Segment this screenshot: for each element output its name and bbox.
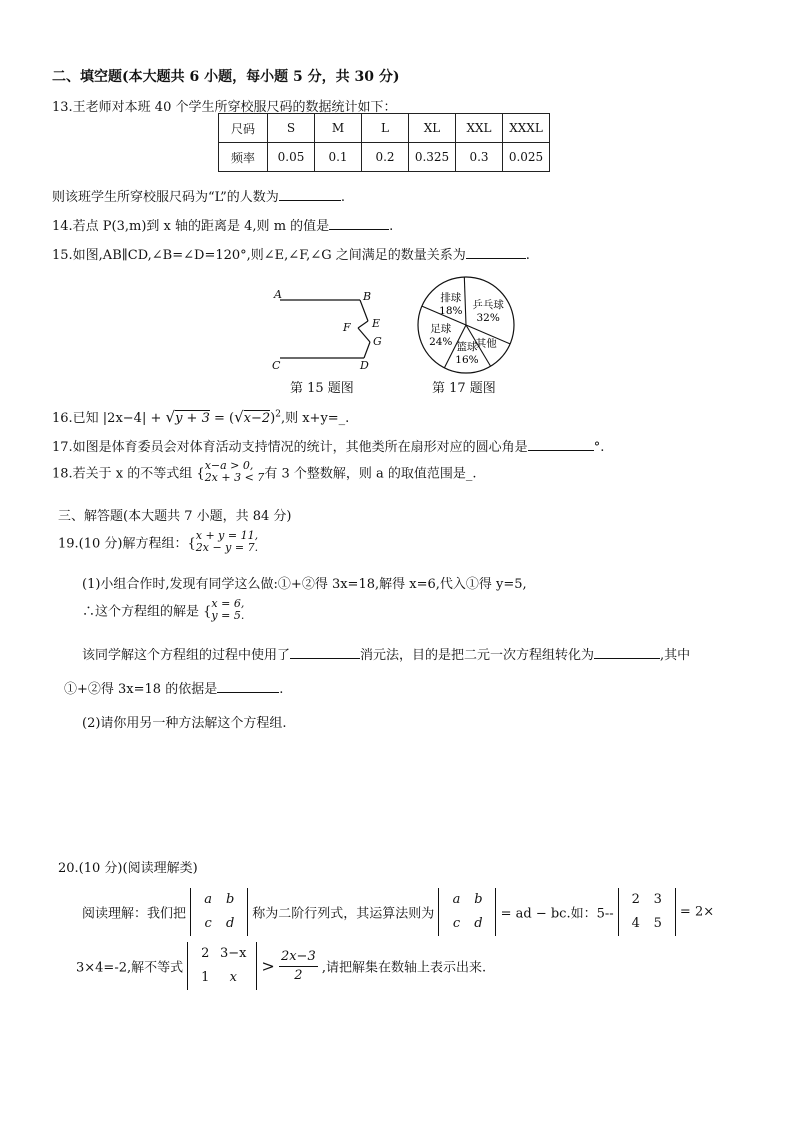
- question-text: .: [340, 190, 345, 205]
- question-20-line1: [82, 888, 714, 936]
- question-15: [52, 244, 530, 263]
- answer-blank[interactable]: [528, 438, 594, 451]
- equation-system: [196, 530, 258, 554]
- table-cell: M: [315, 114, 362, 143]
- det-entry: 2: [631, 892, 640, 907]
- pie-slice-percent: 18%: [439, 304, 463, 317]
- question-text: ,其中: [660, 648, 691, 663]
- table-cell: 0.05: [268, 143, 315, 172]
- pie-slice-label: 篮球: [456, 340, 478, 353]
- pie-slice-percent: 24%: [429, 336, 453, 349]
- fraction-denominator: 2: [294, 967, 303, 983]
- det-entry: c: [204, 916, 212, 931]
- question-20-line2: [76, 942, 486, 990]
- det-entry: x: [229, 970, 237, 985]
- pie-slice-percent: 32%: [476, 311, 500, 324]
- question-text: 16.已知 |2x−4| +: [52, 411, 166, 426]
- pie-slice-percent: 16%: [455, 353, 479, 366]
- table-cell: 0.2: [362, 143, 409, 172]
- determinant-inequality: [187, 942, 257, 990]
- question-19-part2: (2)请你用另一种方法解这个方程组.: [82, 716, 287, 731]
- size-frequency-table: [218, 113, 550, 172]
- point-label: G: [373, 335, 382, 348]
- det-entry: a: [452, 892, 461, 907]
- question-19-fill: [82, 644, 690, 663]
- table-cell: XXL: [456, 114, 503, 143]
- sqrt-icon: √: [165, 408, 176, 426]
- line-fg: [358, 328, 370, 342]
- determinant-example: [618, 888, 676, 936]
- table-cell: 0.1: [315, 143, 362, 172]
- inequality-system: [205, 460, 265, 484]
- question-13-ask: [52, 186, 345, 205]
- question-17: [52, 436, 604, 455]
- question-text: 14.若点 P(3,m)到 x 轴的距离是 4,则 m 的值是: [52, 219, 330, 234]
- question-text: 有 3 个整数解，则 a 的取值范围是_.: [264, 466, 477, 482]
- pie-slice-label: 乒乓球: [472, 298, 504, 311]
- solution-line: x = 6,: [211, 597, 245, 610]
- question-text: .: [279, 682, 284, 697]
- question-text: 阅读理解：我们把: [82, 906, 187, 922]
- table-cell: XL: [409, 114, 456, 143]
- det-entry: 4: [631, 916, 640, 931]
- table-cell: XXXL: [503, 114, 550, 143]
- line-gd: [364, 342, 370, 358]
- question-text: = (: [209, 411, 235, 426]
- question-20-title: 20.(10 分)(阅读理解类): [58, 861, 198, 876]
- det-entry: 3−x: [220, 946, 247, 961]
- question-14: [52, 215, 393, 234]
- answer-blank[interactable]: [594, 646, 660, 659]
- det-entry: b: [474, 892, 483, 907]
- det-entry: c: [452, 916, 461, 931]
- section-heading-solve: 三、解答题(本大题共 7 小题，共 84 分): [58, 509, 292, 524]
- question-19-part1: (1)小组合作时,发现有同学这么做:①+②得 3x=18,解得 x=6,代入①得 y=5,: [82, 577, 527, 592]
- solution-system: [211, 598, 244, 622]
- sqrt-radicand: x−2: [243, 411, 271, 426]
- greater-than-sign: >: [261, 956, 275, 976]
- line-ef: [358, 321, 368, 328]
- table-cell: S: [268, 114, 315, 143]
- question-13-text: 13.王老师对本班 40 个学生所穿校服尺码的数据统计如下：: [52, 100, 397, 115]
- line-be: [360, 300, 368, 321]
- point-label: B: [363, 290, 372, 303]
- answer-blank[interactable]: [290, 646, 360, 659]
- table-row: [219, 114, 550, 143]
- figure-17-pie-chart: [410, 275, 522, 375]
- question-text: .: [389, 219, 394, 234]
- det-entry: d: [474, 916, 483, 931]
- question-18: [52, 460, 477, 484]
- equation-line: x + y = 11,: [195, 529, 259, 542]
- answer-blank[interactable]: [217, 680, 279, 693]
- inequality-line: 2x + 3 < 7: [204, 471, 265, 484]
- question-text: °.: [593, 440, 605, 455]
- point-label: F: [343, 321, 351, 334]
- question-text: ∴这个方程组的解是 {: [82, 604, 212, 620]
- question-text: 该同学解这个方程组的过程中使用了: [82, 648, 291, 663]
- det-entry: 2: [201, 946, 210, 961]
- question-text: ①+②得 3x=18 的依据是: [64, 682, 218, 697]
- determinant-rule: [438, 888, 496, 936]
- question-19-solution: [82, 598, 244, 622]
- question-19-basis: [64, 678, 283, 697]
- det-entry: b: [225, 892, 235, 907]
- det-entry: 3: [653, 892, 662, 907]
- question-text: 3×4=-2,解不等式: [76, 960, 184, 976]
- solution-line: y = 5.: [211, 609, 245, 622]
- point-label: A: [274, 288, 282, 301]
- question-text: = ad − bc.如：5--: [500, 906, 614, 922]
- pie-slice-label: 其他: [475, 337, 497, 350]
- table-cell: 频率: [219, 143, 268, 172]
- question-text: 18.若关于 x 的不等式组 {: [52, 466, 205, 482]
- table-cell: 0.325: [409, 143, 456, 172]
- answer-blank[interactable]: [466, 246, 526, 259]
- det-entry: a: [204, 892, 213, 907]
- question-text: 则该班学生所穿校服尺码为“L”的人数为: [52, 190, 279, 205]
- pie-slice-label: 排球: [440, 291, 462, 304]
- sqrt-radicand: y + 3: [175, 411, 210, 426]
- question-16: [52, 407, 349, 426]
- table-cell: L: [362, 114, 409, 143]
- answer-blank[interactable]: [329, 217, 389, 230]
- question-text: ,请把解集在数轴上表示出来.: [321, 960, 487, 976]
- figure-15-diagram: [268, 286, 398, 374]
- point-label: D: [360, 359, 369, 372]
- question-text: ,则 x+y=_.: [280, 411, 350, 426]
- figure-17-caption: 第 17 题图: [432, 381, 496, 396]
- exponent: 2: [275, 409, 281, 420]
- fraction-numerator: 2x−3: [279, 948, 318, 967]
- question-text: 17.如图是体育委员会对体育活动支持情况的统计，其他类所在扇形对应的圆心角是: [52, 440, 528, 455]
- determinant-general: [190, 888, 248, 936]
- equation-line: 2x − y = 7.: [195, 541, 259, 554]
- section-heading-fill-in: 二、填空题(本大题共 6 小题，每小题 5 分，共 30 分): [52, 69, 400, 85]
- det-entry: 1: [201, 970, 210, 985]
- table-row: [219, 143, 550, 172]
- question-text: = 2×: [679, 904, 715, 920]
- table-cell: 尺码: [219, 114, 268, 143]
- table-cell: 0.025: [503, 143, 550, 172]
- point-label: E: [372, 317, 381, 330]
- inequality-line: x−a > 0,: [204, 459, 254, 472]
- question-text: .: [525, 248, 530, 263]
- pie-slice-label: 足球: [430, 323, 452, 336]
- sqrt-icon: √: [234, 408, 244, 426]
- det-entry: d: [225, 916, 235, 931]
- question-text: ): [270, 411, 276, 426]
- question-19-intro: [58, 530, 258, 554]
- question-text: 称为二阶行列式，其运算法则为: [252, 906, 435, 922]
- question-text: 消元法，目的是把二元一次方程组转化为: [360, 648, 595, 663]
- fraction: [279, 948, 318, 985]
- question-text: 15.如图,AB∥CD,∠B=∠D=120°,则∠E,∠F,∠G 之间满足的数量关系为: [52, 248, 466, 263]
- figure-15-caption: 第 15 题图: [290, 381, 354, 396]
- table-cell: 0.3: [456, 143, 503, 172]
- det-entry: 5: [653, 916, 662, 931]
- answer-blank[interactable]: [279, 188, 341, 201]
- question-text: 19.(10 分)解方程组：{: [58, 536, 196, 552]
- point-label: C: [272, 359, 281, 372]
